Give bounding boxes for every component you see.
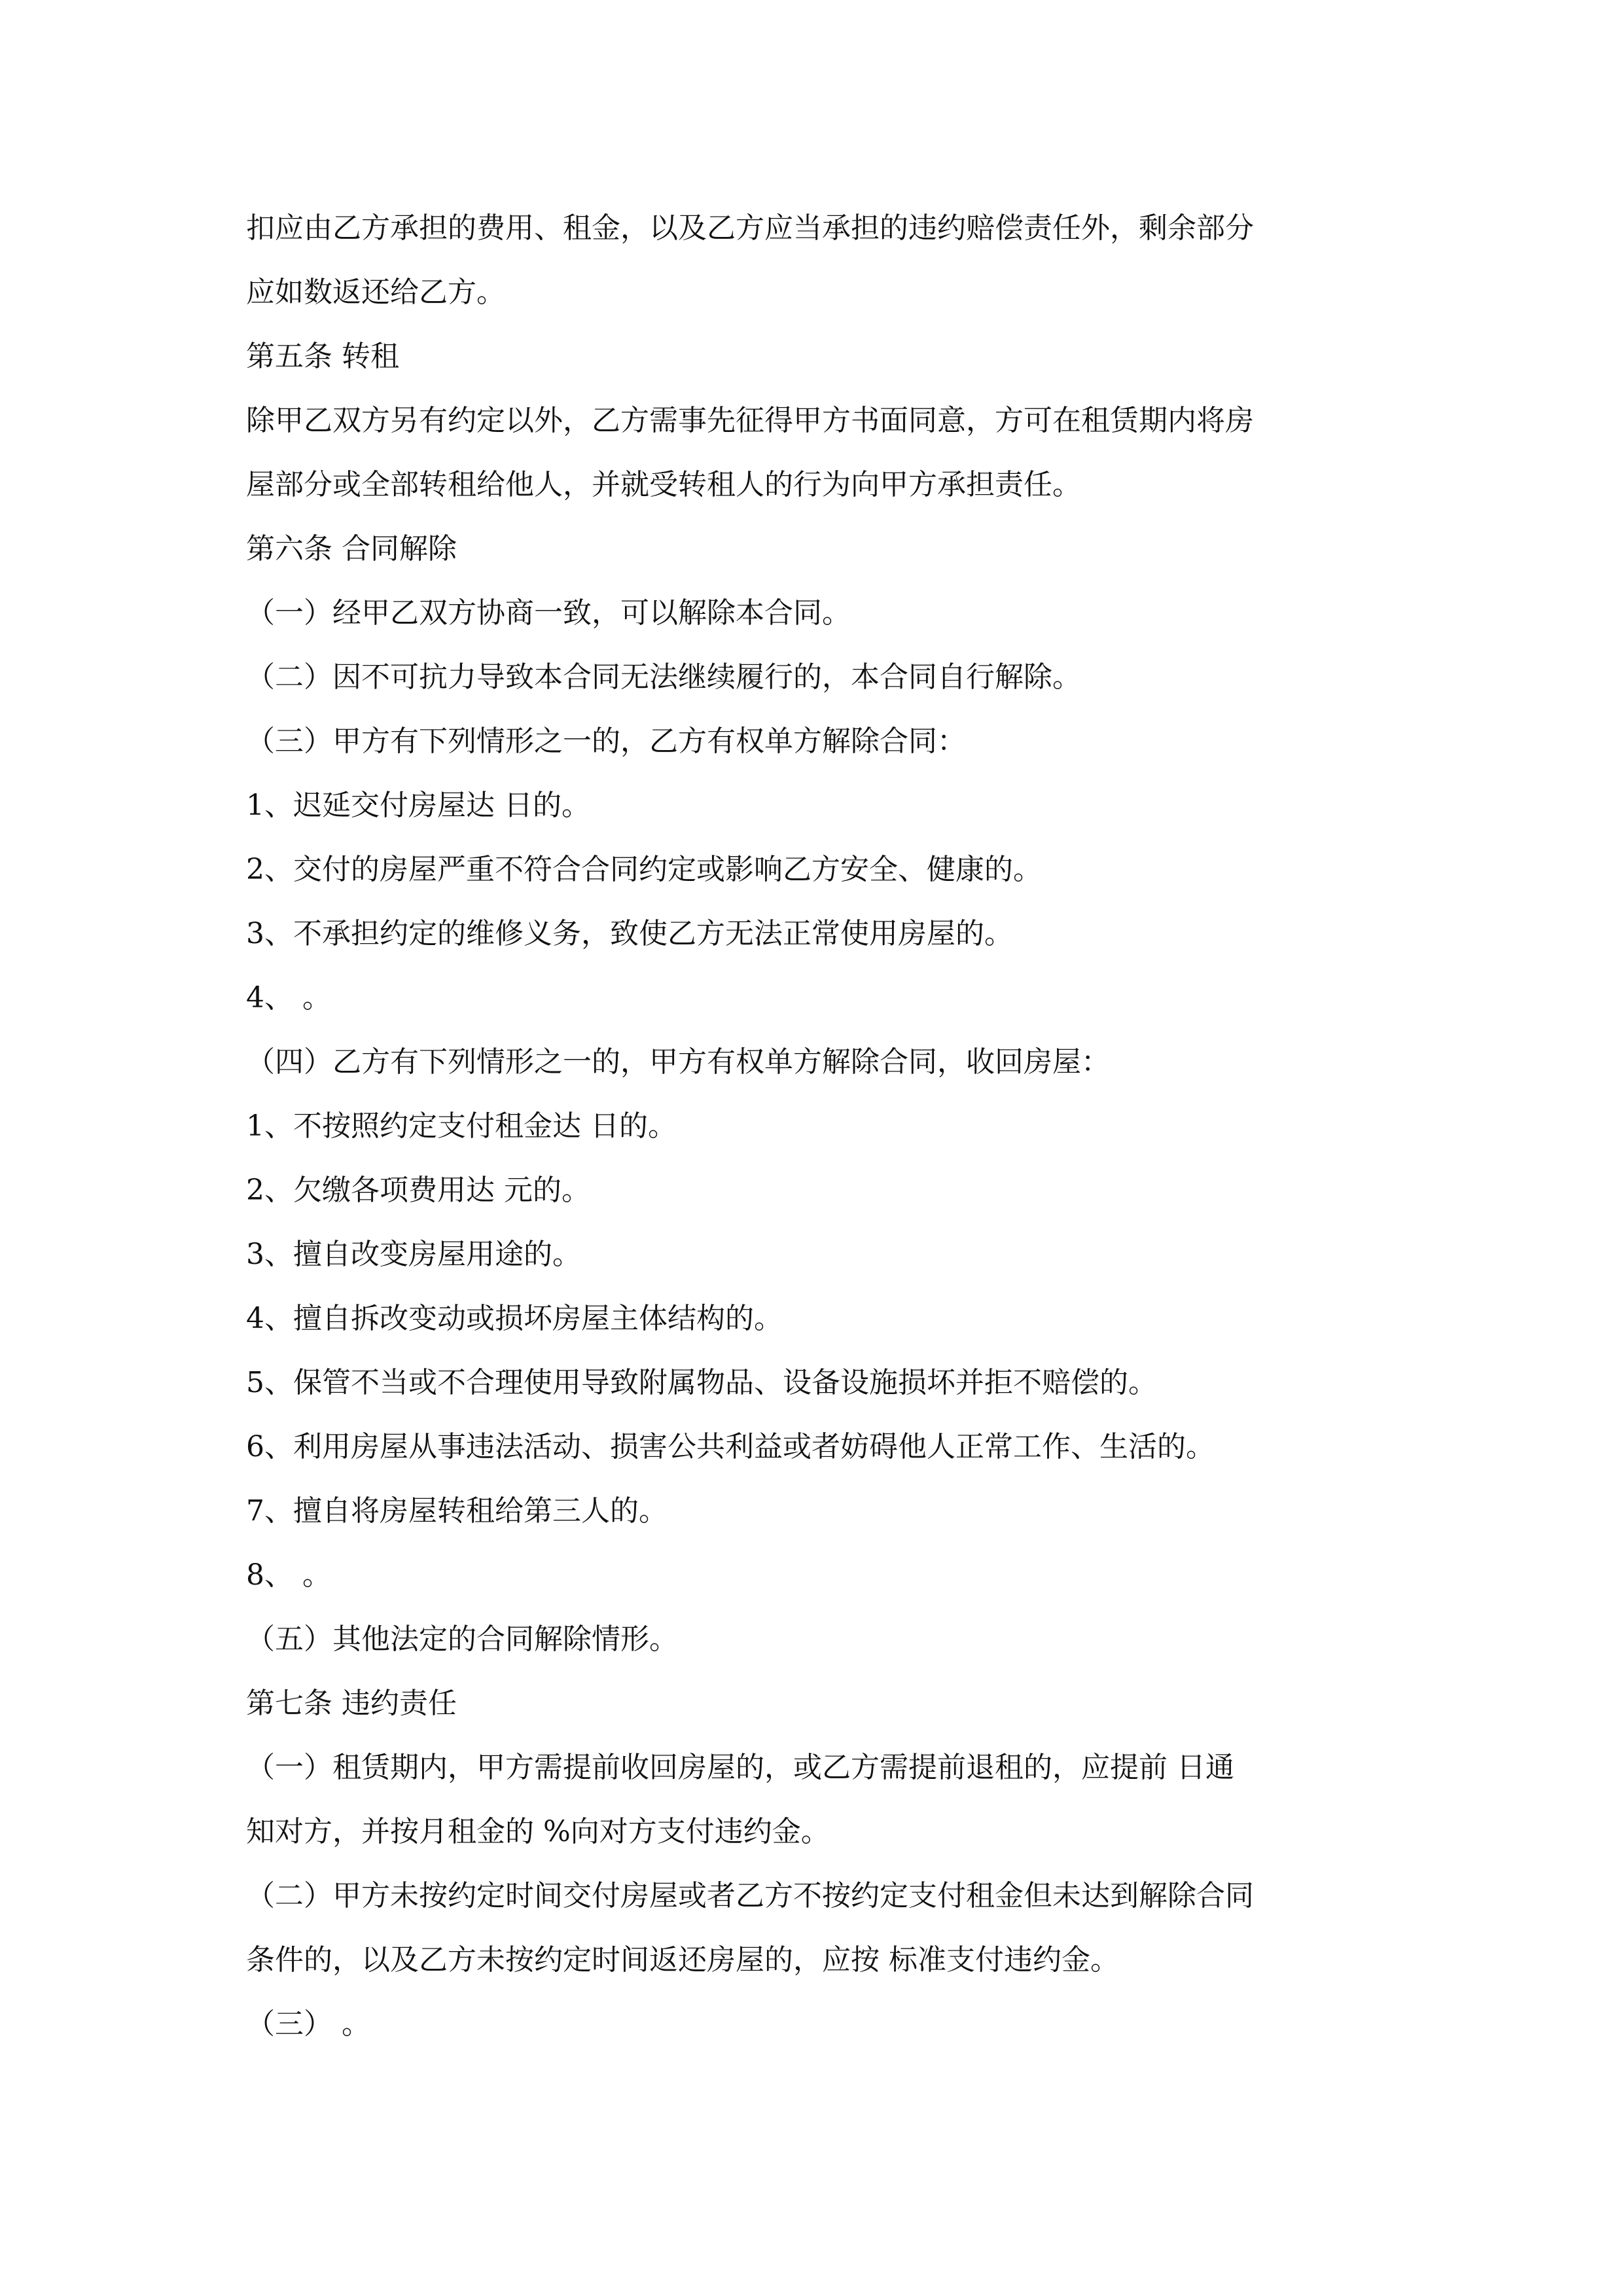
section-heading-5: 第五条 转租	[246, 340, 399, 373]
list-item: 3、不承担约定的维修义务，致使乙方无法正常使用房屋的。	[246, 917, 1013, 950]
list-item: 8、 。	[246, 1558, 331, 1592]
list-item: 6、利用房屋从事违法活动、损害公共利益或者妨碍他人正常工作、生活的。	[246, 1430, 1215, 1463]
text-line: 应如数返还给乙方。	[246, 276, 505, 309]
list-item: 1、不按照约定支付租金达 日的。	[246, 1109, 677, 1143]
text-line: 除甲乙双方另有约定以外，乙方需事先征得甲方书面同意，方可在租赁期内将房	[246, 404, 1254, 437]
clause-item: （二）甲方未按约定时间交付房屋或者乙方不按约定支付租金但未达到解除合同	[246, 1879, 1254, 1912]
contract-text-body	[246, 196, 1378, 2056]
text-line: 知对方，并按月租金的 %向对方支付违约金。	[246, 1815, 830, 1848]
list-item: 7、擅自将房屋转租给第三人的。	[246, 1494, 668, 1528]
clause-item: （二）因不可抗力导致本合同无法继续履行的，本合同自行解除。	[246, 660, 1081, 694]
text-line: 屋部分或全部转租给他人，并就受转租人的行为向甲方承担责任。	[246, 468, 1081, 501]
clause-item: （一）租赁期内，甲方需提前收回房屋的，或乙方需提前退租的，应提前 日通	[246, 1751, 1234, 1784]
list-item: 2、交付的房屋严重不符合合同约定或影响乙方安全、健康的。	[246, 853, 1042, 886]
list-item: 5、保管不当或不合理使用导致附属物品、设备设施损坏并拒不赔偿的。	[246, 1366, 1157, 1399]
section-heading-7: 第七条 违约责任	[246, 1687, 457, 1720]
list-item: 3、擅自改变房屋用途的。	[246, 1238, 581, 1271]
text-line: 扣应由乙方承担的费用、租金，以及乙方应当承担的违约赔偿责任外，剩余部分	[246, 211, 1254, 245]
list-item: 1、迟延交付房屋达 日的。	[246, 789, 590, 822]
list-item: 2、欠缴各项费用达 元的。	[246, 1174, 590, 1207]
clause-item: （三）甲方有下列情形之一的，乙方有权单方解除合同：	[246, 725, 966, 758]
section-heading-6: 第六条 合同解除	[246, 532, 457, 565]
list-item: 4、擅自拆改变动或损坏房屋主体结构的。	[246, 1302, 783, 1335]
clause-item: （四）乙方有下列情形之一的，甲方有权单方解除合同，收回房屋：	[246, 1045, 1110, 1079]
text-line: 条件的，以及乙方未按约定时间返还房屋的，应按 标准支付违约金。	[246, 1943, 1119, 1977]
clause-item: （三） 。	[246, 2007, 370, 2041]
list-item: 4、 。	[246, 981, 331, 1014]
clause-item: （一）经甲乙双方协商一致，可以解除本合同。	[246, 596, 851, 630]
clause-item: （五）其他法定的合同解除情形。	[246, 1623, 678, 1656]
